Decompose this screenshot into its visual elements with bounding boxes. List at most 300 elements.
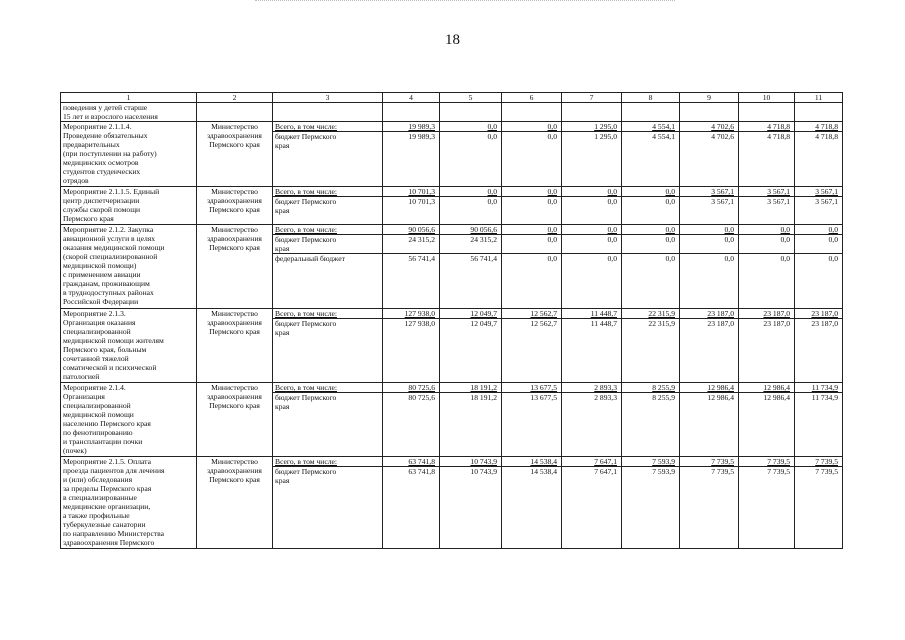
measure-name-cell: [61, 103, 197, 122]
amount-value: 4 718,8: [767, 132, 790, 141]
amount-value: 7 739,5: [767, 457, 790, 466]
amount-value: 0,0: [607, 254, 617, 263]
funding-source-line: Всего, в том числе:: [275, 225, 337, 234]
amount-cell-col-5: [440, 319, 502, 383]
measure-name-line: предварительных: [63, 140, 120, 149]
amount-value: 4 718,8: [767, 122, 790, 131]
empty-cell: [383, 103, 440, 122]
funding-source-line: края: [275, 141, 290, 150]
empty-cell: [273, 103, 383, 122]
amount-value: 63 741,8: [408, 457, 435, 466]
amount-cell-col-5: [440, 225, 502, 235]
amount-value: 18 191,2: [470, 383, 497, 392]
responsible-org-line: здравоохранения: [207, 392, 262, 401]
funding-source-line: края: [275, 328, 290, 337]
amount-value: 7 647,1: [594, 467, 617, 476]
amount-value: 13 677,5: [530, 393, 557, 402]
amount-cell-col-6: [502, 122, 562, 132]
amount-value: 127 938,0: [404, 319, 435, 328]
amount-cell-col-7: [562, 254, 622, 309]
responsible-org-line: здравоохранения: [207, 318, 262, 327]
amount-cell-col-11: [795, 254, 843, 309]
amount-value: 56 741,4: [408, 254, 435, 263]
amount-cell-col-5: [440, 393, 502, 457]
measure-name-line: в специализированные: [63, 493, 137, 502]
amount-cell-col-8: [622, 225, 680, 235]
budget-table: [60, 92, 843, 549]
responsible-org-cell: [197, 122, 273, 187]
amount-value: 3 567,1: [815, 187, 838, 196]
measure-name-line: Мероприятие 2.1.4.: [63, 383, 126, 392]
funding-source-cell: [273, 235, 383, 254]
measure-name-line: медицинской помощи): [63, 261, 137, 270]
amount-cell-col-10: [739, 383, 795, 393]
funding-source-line: Всего, в том числе:: [275, 122, 337, 131]
column-number-8: 8: [622, 93, 680, 103]
funding-source-cell: [273, 319, 383, 383]
amount-value: 0,0: [607, 225, 617, 234]
amount-value: 56 741,4: [470, 254, 497, 263]
amount-cell-col-6: [502, 457, 562, 467]
measure-name-line: (при поступлении на работу): [63, 149, 157, 158]
funding-source-line: бюджет Пермского: [275, 319, 337, 328]
amount-cell-col-11: [795, 187, 843, 197]
funding-source-line: края: [275, 476, 290, 485]
measure-name-cell: [61, 309, 197, 383]
funding-source-line: края: [275, 402, 290, 411]
amount-value: 11 448,7: [590, 309, 617, 318]
amount-cell-col-8: [622, 254, 680, 309]
amount-cell-col-6: [502, 383, 562, 393]
amount-cell-col-4: [383, 309, 440, 319]
amount-value: 0,0: [780, 254, 790, 263]
amount-cell-col-9: [680, 235, 739, 254]
amount-cell-col-9: [680, 467, 739, 549]
measure-name-line: Пермского края, больным: [63, 345, 147, 354]
funding-source-line: края: [275, 206, 290, 215]
amount-cell-col-10: [739, 393, 795, 457]
amount-cell-col-7: [562, 309, 622, 319]
measure-name-line: Мероприятие 2.1.3.: [63, 309, 126, 318]
amount-cell-col-5: [440, 197, 502, 225]
amount-cell-col-4: [383, 254, 440, 309]
amount-cell-col-5: [440, 254, 502, 309]
measure-name-line: за пределы Пермского края: [63, 484, 152, 493]
amount-value: 7 739,5: [815, 467, 838, 476]
amount-cell-col-5: [440, 122, 502, 132]
amount-value: 0,0: [547, 254, 557, 263]
funding-source-line: бюджет Пермского: [275, 393, 337, 402]
amount-value: 7 739,5: [767, 467, 790, 476]
amount-cell-col-9: [680, 393, 739, 457]
amount-value: 23 187,0: [811, 319, 838, 328]
amount-value: 0,0: [547, 235, 557, 244]
amount-cell-col-4: [383, 319, 440, 383]
amount-value: 3 567,1: [711, 197, 734, 206]
measure-name-line: проезда пациентов для лечения: [63, 466, 165, 475]
amount-value: 24 315,2: [470, 235, 497, 244]
amount-cell-col-7: [562, 132, 622, 187]
amount-value: 0,0: [487, 132, 497, 141]
measure-name-line: по фенотипированию: [63, 428, 133, 437]
amount-cell-col-9: [680, 383, 739, 393]
measure-name-line: службы скорой помощи: [63, 205, 141, 214]
amount-value: 1 295,0: [594, 122, 617, 131]
amount-value: 4 718,8: [815, 132, 838, 141]
amount-value: 4 554,1: [652, 122, 675, 131]
measure-name-line: с применением авиации: [63, 270, 141, 279]
amount-cell-col-9: [680, 122, 739, 132]
amount-cell-col-10: [739, 467, 795, 549]
budget-table-sheet: [60, 92, 842, 549]
amount-cell-col-6: [502, 309, 562, 319]
empty-cell: [502, 103, 562, 122]
amount-cell-col-4: [383, 467, 440, 549]
amount-value: 18 191,2: [470, 393, 497, 402]
responsible-org-line: Пермского края: [209, 401, 260, 410]
amount-value: 8 255,9: [652, 383, 675, 392]
amount-cell-col-10: [739, 309, 795, 319]
amount-cell-col-10: [739, 132, 795, 187]
amount-cell-col-7: [562, 393, 622, 457]
amount-value: 7 739,5: [711, 467, 734, 476]
amount-cell-col-6: [502, 235, 562, 254]
page-number: 18: [445, 32, 460, 48]
measure-name-line: Пермского края: [63, 214, 114, 223]
responsible-org-line: здравоохранения: [207, 196, 262, 205]
measure-name-line: специализированной: [63, 327, 131, 336]
amount-cell-col-9: [680, 197, 739, 225]
amount-value: 0,0: [780, 235, 790, 244]
amount-value: 0,0: [547, 225, 557, 234]
amount-cell-col-6: [502, 393, 562, 457]
measure-name-line: здравоохранения Пермского: [63, 538, 155, 547]
amount-value: 0,0: [665, 197, 675, 206]
column-number-3: 3: [273, 93, 383, 103]
amount-cell-col-4: [383, 197, 440, 225]
column-number-7: 7: [562, 93, 622, 103]
responsible-org-line: здравоохранения: [207, 131, 262, 140]
amount-value: 90 056,6: [470, 225, 497, 234]
amount-value: 7 739,5: [815, 457, 838, 466]
amount-cell-col-5: [440, 383, 502, 393]
amount-value: 0,0: [724, 235, 734, 244]
measure-name-line: а также профильные: [63, 511, 130, 520]
measure-name-cell: [61, 383, 197, 457]
amount-value: 23 187,0: [763, 309, 790, 318]
responsible-org-line: Пермского края: [209, 327, 260, 336]
empty-cell: [739, 103, 795, 122]
funding-source-line: бюджет Пермского: [275, 132, 337, 141]
amount-cell-col-4: [383, 457, 440, 467]
measure-name-line: Мероприятие 2.1.5. Оплата: [63, 457, 151, 466]
measure-name-line: отрядов: [63, 176, 89, 185]
funding-source-cell: [273, 383, 383, 393]
amount-cell-col-5: [440, 309, 502, 319]
amount-value: 0,0: [547, 132, 557, 141]
column-number-6: 6: [502, 93, 562, 103]
amount-value: 3 567,1: [711, 187, 734, 196]
amount-value: 0,0: [828, 254, 838, 263]
amount-cell-col-7: [562, 225, 622, 235]
amount-value: 0,0: [487, 197, 497, 206]
column-number-10: 10: [739, 93, 795, 103]
amount-cell-col-11: [795, 235, 843, 254]
amount-value: 1 295,0: [594, 132, 617, 141]
amount-value: 14 538,4: [530, 467, 557, 476]
responsible-org-cell: [197, 309, 273, 383]
table-row: [61, 103, 843, 122]
amount-cell-col-11: [795, 122, 843, 132]
amount-cell-col-11: [795, 319, 843, 383]
funding-source-cell: [273, 122, 383, 132]
table-body: [61, 93, 843, 549]
amount-value: 23 187,0: [707, 309, 734, 318]
measure-name-line: Мероприятие 2.1.1.5. Единый: [63, 187, 160, 196]
measure-name-line: медицинской помощи жителям: [63, 336, 164, 345]
amount-cell-col-6: [502, 467, 562, 549]
amount-cell-col-8: [622, 457, 680, 467]
amount-cell-col-7: [562, 467, 622, 549]
measure-name-line: поведения у детей старше: [63, 103, 148, 112]
amount-cell-col-11: [795, 225, 843, 235]
amount-value: 4 554,1: [652, 132, 675, 141]
column-number-2: 2: [197, 93, 273, 103]
measure-name-line: Организация оказания: [63, 318, 136, 327]
column-number-5: 5: [440, 93, 502, 103]
amount-value: 12 986,4: [707, 383, 734, 392]
amount-cell-col-10: [739, 235, 795, 254]
measure-name-line: медицинской помощи: [63, 410, 134, 419]
amount-cell-col-5: [440, 132, 502, 187]
measure-name-line: (скорой специализированной: [63, 252, 158, 261]
amount-cell-col-8: [622, 393, 680, 457]
empty-cell: [197, 103, 273, 122]
amount-cell-col-10: [739, 187, 795, 197]
measure-name-line: по направлению Министерства: [63, 529, 165, 538]
measure-name-line: специализированной: [63, 401, 131, 410]
amount-cell-col-11: [795, 393, 843, 457]
measure-name-line: медицинских осмотров: [63, 158, 139, 167]
responsible-org-line: Пермского края: [209, 243, 260, 252]
amount-cell-col-11: [795, 197, 843, 225]
column-number-row: [61, 93, 843, 103]
amount-cell-col-5: [440, 235, 502, 254]
amount-cell-col-7: [562, 319, 622, 383]
empty-cell: [562, 103, 622, 122]
amount-value: 24 315,2: [408, 235, 435, 244]
amount-value: 0,0: [828, 225, 838, 234]
funding-source-line: Всего, в том числе:: [275, 457, 337, 466]
amount-cell-col-4: [383, 383, 440, 393]
responsible-org-line: Пермского края: [209, 140, 260, 149]
amount-value: 0,0: [665, 254, 675, 263]
measure-name-line: Мероприятие 2.1.2. Закупка: [63, 225, 154, 234]
amount-cell-col-4: [383, 187, 440, 197]
amount-value: 0,0: [547, 187, 557, 196]
responsible-org-cell: [197, 383, 273, 457]
measure-name-line: Проведение обязательных: [63, 131, 148, 140]
measure-name-line: и (или) обследования: [63, 475, 133, 484]
amount-value: 3 567,1: [815, 197, 838, 206]
funding-source-line: бюджет Пермского: [275, 467, 337, 476]
amount-cell-col-4: [383, 393, 440, 457]
funding-source-cell: [273, 393, 383, 457]
amount-cell-col-8: [622, 309, 680, 319]
amount-cell-col-4: [383, 122, 440, 132]
measure-name-cell: [61, 187, 197, 225]
amount-value: 10 743,9: [470, 457, 497, 466]
responsible-org-cell: [197, 187, 273, 225]
responsible-org-line: Пермского края: [209, 475, 260, 484]
responsible-org-line: Министерство: [211, 187, 258, 196]
amount-value: 10 743,9: [470, 467, 497, 476]
amount-cell-col-6: [502, 319, 562, 383]
amount-value: 80 725,6: [408, 393, 435, 402]
amount-value: 10 701,3: [408, 187, 435, 196]
amount-value: 12 562,7: [530, 319, 557, 328]
amount-value: 7 593,9: [652, 467, 675, 476]
amount-value: 0,0: [487, 122, 497, 131]
amount-value: 4 702,6: [711, 132, 734, 141]
amount-cell-col-7: [562, 383, 622, 393]
column-number-1: 1: [61, 93, 197, 103]
responsible-org-line: здравоохранения: [207, 234, 262, 243]
amount-value: 12 049,7: [470, 309, 497, 318]
amount-cell-col-6: [502, 197, 562, 225]
responsible-org-line: Министерство: [211, 457, 258, 466]
amount-value: 2 893,3: [594, 393, 617, 402]
measure-name-cell: [61, 457, 197, 549]
amount-cell-col-9: [680, 254, 739, 309]
responsible-org-line: Министерство: [211, 225, 258, 234]
amount-value: 22 315,9: [648, 309, 675, 318]
column-number-4: 4: [383, 93, 440, 103]
amount-value: 23 187,0: [707, 319, 734, 328]
amount-cell-col-10: [739, 254, 795, 309]
amount-cell-col-5: [440, 467, 502, 549]
amount-value: 0,0: [724, 254, 734, 263]
amount-value: 0,0: [607, 235, 617, 244]
amount-value: 0,0: [547, 122, 557, 131]
amount-value: 63 741,8: [408, 467, 435, 476]
responsible-org-cell: [197, 225, 273, 309]
amount-value: 12 986,4: [763, 393, 790, 402]
amount-value: 12 986,4: [707, 393, 734, 402]
table-row: [61, 457, 843, 467]
amount-value: 19 989,3: [408, 122, 435, 131]
funding-source-line: Всего, в том числе:: [275, 383, 337, 392]
amount-cell-col-11: [795, 467, 843, 549]
amount-value: 11 734,9: [811, 383, 838, 392]
amount-value: 13 677,5: [530, 383, 557, 392]
amount-cell-col-8: [622, 319, 680, 383]
measure-name-line: гражданам, проживающим: [63, 279, 150, 288]
empty-cell: [680, 103, 739, 122]
amount-cell-col-10: [739, 319, 795, 383]
table-row: [61, 309, 843, 319]
amount-cell-col-11: [795, 383, 843, 393]
amount-cell-col-4: [383, 225, 440, 235]
measure-name-line: Организация: [63, 392, 105, 401]
funding-source-cell: [273, 225, 383, 235]
amount-value: 0,0: [665, 187, 675, 196]
empty-cell: [440, 103, 502, 122]
amount-cell-col-7: [562, 122, 622, 132]
amount-value: 12 986,4: [763, 383, 790, 392]
amount-cell-col-4: [383, 235, 440, 254]
amount-cell-col-11: [795, 309, 843, 319]
amount-cell-col-9: [680, 309, 739, 319]
table-row: [61, 187, 843, 197]
amount-cell-col-9: [680, 225, 739, 235]
responsible-org-cell: [197, 457, 273, 549]
amount-cell-col-7: [562, 457, 622, 467]
amount-value: 11 448,7: [590, 319, 617, 328]
amount-value: 7 593,9: [652, 457, 675, 466]
measure-name-line: туберкулезные санатории: [63, 520, 146, 529]
measure-name-line: медицинские организации,: [63, 502, 151, 511]
amount-value: 4 718,8: [815, 122, 838, 131]
funding-source-line: края: [275, 244, 290, 253]
amount-cell-col-5: [440, 187, 502, 197]
amount-value: 90 056,6: [408, 225, 435, 234]
measure-name-line: соматической и психической: [63, 363, 157, 372]
responsible-org-line: Министерство: [211, 309, 258, 318]
funding-source-cell: [273, 197, 383, 225]
amount-value: 4 702,6: [711, 122, 734, 131]
amount-cell-col-7: [562, 197, 622, 225]
amount-value: 7 739,5: [711, 457, 734, 466]
amount-cell-col-8: [622, 122, 680, 132]
measure-name-cell: [61, 122, 197, 187]
amount-cell-col-9: [680, 187, 739, 197]
responsible-org-line: здравоохранения: [207, 466, 262, 475]
amount-cell-col-10: [739, 197, 795, 225]
amount-value: 11 734,9: [811, 393, 838, 402]
measure-name-line: студентов студенческих: [63, 167, 141, 176]
funding-source-cell: [273, 187, 383, 197]
funding-source-line: бюджет Пермского: [275, 235, 337, 244]
amount-value: 0,0: [547, 197, 557, 206]
amount-cell-col-11: [795, 457, 843, 467]
amount-cell-col-6: [502, 132, 562, 187]
measure-name-line: авиационной услуги в целях: [63, 234, 156, 243]
amount-value: 2 893,3: [594, 383, 617, 392]
funding-source-line: бюджет Пермского: [275, 197, 337, 206]
amount-value: 80 725,6: [408, 383, 435, 392]
measure-name-cell: [61, 225, 197, 309]
amount-value: 0,0: [665, 225, 675, 234]
amount-cell-col-8: [622, 132, 680, 187]
amount-value: 0,0: [607, 197, 617, 206]
measure-name-line: патологией: [63, 372, 100, 381]
empty-cell: [795, 103, 843, 122]
amount-cell-col-5: [440, 457, 502, 467]
amount-value: 127 938,0: [404, 309, 435, 318]
measure-name-line: в труднодоступных районах: [63, 288, 154, 297]
amount-cell-col-6: [502, 254, 562, 309]
amount-cell-col-7: [562, 235, 622, 254]
responsible-org-line: Министерство: [211, 122, 258, 131]
measure-name-line: (почек): [63, 446, 87, 455]
responsible-org-line: Министерство: [211, 383, 258, 392]
amount-value: 12 562,7: [530, 309, 557, 318]
amount-cell-col-10: [739, 122, 795, 132]
amount-value: 0,0: [607, 187, 617, 196]
amount-value: 23 187,0: [763, 319, 790, 328]
measure-name-line: Российской Федерации: [63, 297, 139, 306]
